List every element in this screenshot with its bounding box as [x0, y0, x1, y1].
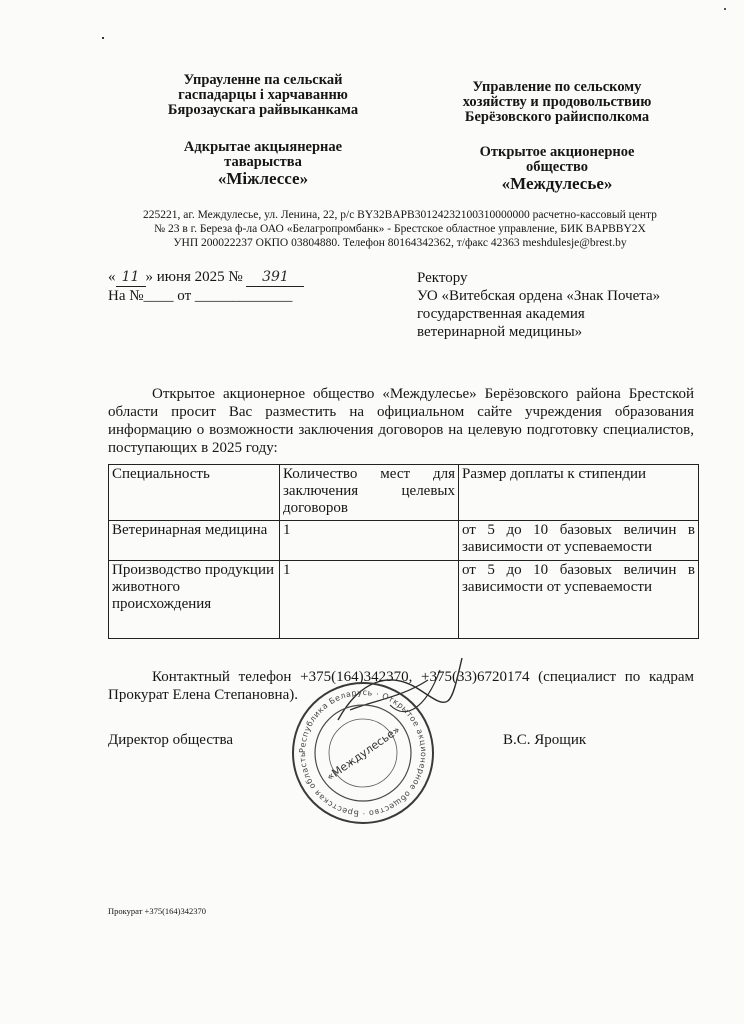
header-right [412, 80, 702, 193]
requisites-line2: № 23 в г. Береза ф-ла ОАО «Белагропромбанк» - Брестское областное управление, БИК BAPBBY2X [154, 223, 646, 235]
addressee-line3: государственная академия [417, 306, 585, 322]
header-left-org-line1: Адкрытае акцыянернае [183, 139, 343, 155]
table-header-cell: Количество мест для заключения целевых договоров [280, 465, 459, 521]
outgoing-number: 391 [246, 268, 304, 287]
header-right-line2: хозяйству и продовольствию [462, 94, 652, 110]
table-cell: 1 [280, 561, 459, 639]
stamp-ring-text: Республика Беларусь · Открытое акционерное общество · Брестская область [297, 687, 429, 819]
addressee-line2: УО «Витебская ордена «Знак Почета» [417, 288, 661, 304]
footer-executor: Прокурат +375(164)342370 [108, 906, 206, 916]
table-cell: от 5 до 10 базовых величин в зависимости от успеваемости [459, 561, 699, 639]
table-cell: 1 [280, 521, 459, 561]
header-left-line3: Бярозаускага райвыканкама [167, 102, 359, 118]
header-right-line1: Управление по сельскому [472, 79, 642, 95]
addressee [417, 269, 717, 341]
header-left-org-name: «Міжлессе» [217, 169, 309, 188]
addressee-line1: Ректору [417, 270, 468, 286]
requisites-line3: УНП 200022237 ОКПО 03804880. Телефон 80164342362, т/факс 42363 meshdulesje@brest.by [173, 237, 627, 249]
table-row [109, 521, 699, 561]
addressee-line4: ветеринарной медицины» [417, 324, 583, 340]
header-right-org-line1: Открытое акционерное [479, 144, 635, 160]
specialties-table [108, 464, 699, 639]
table-cell: Ветеринарная медицина [109, 521, 280, 561]
scan-speck [102, 37, 104, 39]
body-paragraph: Открытое акционерное общество «Междулесье» Берёзовского района Брестской области просит Вас разместить на официальном сайте учреждения образования информацию о возможности заключения договоров на целевую подготовку специалистов, поступающих в 2025 году: [108, 386, 694, 456]
table-cell: Производство продукции животного происхождения [109, 561, 280, 639]
header-right-line3: Берёзовского райисполкома [464, 109, 650, 125]
signature-position: Директор общества [108, 732, 234, 748]
table-header-cell: Размер доплаты к стипендии [459, 465, 699, 521]
quote-open: « [108, 269, 116, 285]
table-cell: от 5 до 10 базовых величин в зависимости от успеваемости [459, 521, 699, 561]
signature-name: В.С. Ярощик [503, 732, 587, 748]
requisites-line1: 225221, аг. Междулесье, ул. Ленина, 22, р/с BY32BAPB30124232100310000000 расчетно-кассовый центр [143, 209, 657, 221]
outgoing-month-year: июня 2025 № [156, 269, 243, 285]
table-row [109, 561, 699, 639]
stamp-center-text: «Междулесье» [323, 723, 403, 784]
table-header-cell: Специальность [109, 465, 280, 521]
contact-paragraph: Контактный телефон +375(164)342370, +375(33)6720174 (специалист по кадрам Прокурат Елена Степановна). [108, 669, 694, 703]
header-left [118, 73, 408, 188]
outgoing-day: 11 [116, 268, 146, 287]
table-header-row [109, 465, 699, 521]
header-right-org-name: «Междулесье» [501, 174, 613, 193]
quote-close: » [145, 269, 157, 285]
outgoing-date-line [108, 268, 408, 287]
requisites [100, 208, 700, 250]
header-left-line1: Упрауленне па сельскай [183, 72, 343, 88]
round-stamp-seal [288, 678, 438, 828]
scan-speck [724, 8, 726, 10]
header-left-org-line2: таварыства [224, 154, 302, 170]
header-right-org-line2: общество [526, 159, 588, 175]
header-left-line2: гаспадарцы і харчаванню [178, 87, 348, 103]
outgoing-ref-line: На №____ от _____________ [108, 288, 293, 304]
